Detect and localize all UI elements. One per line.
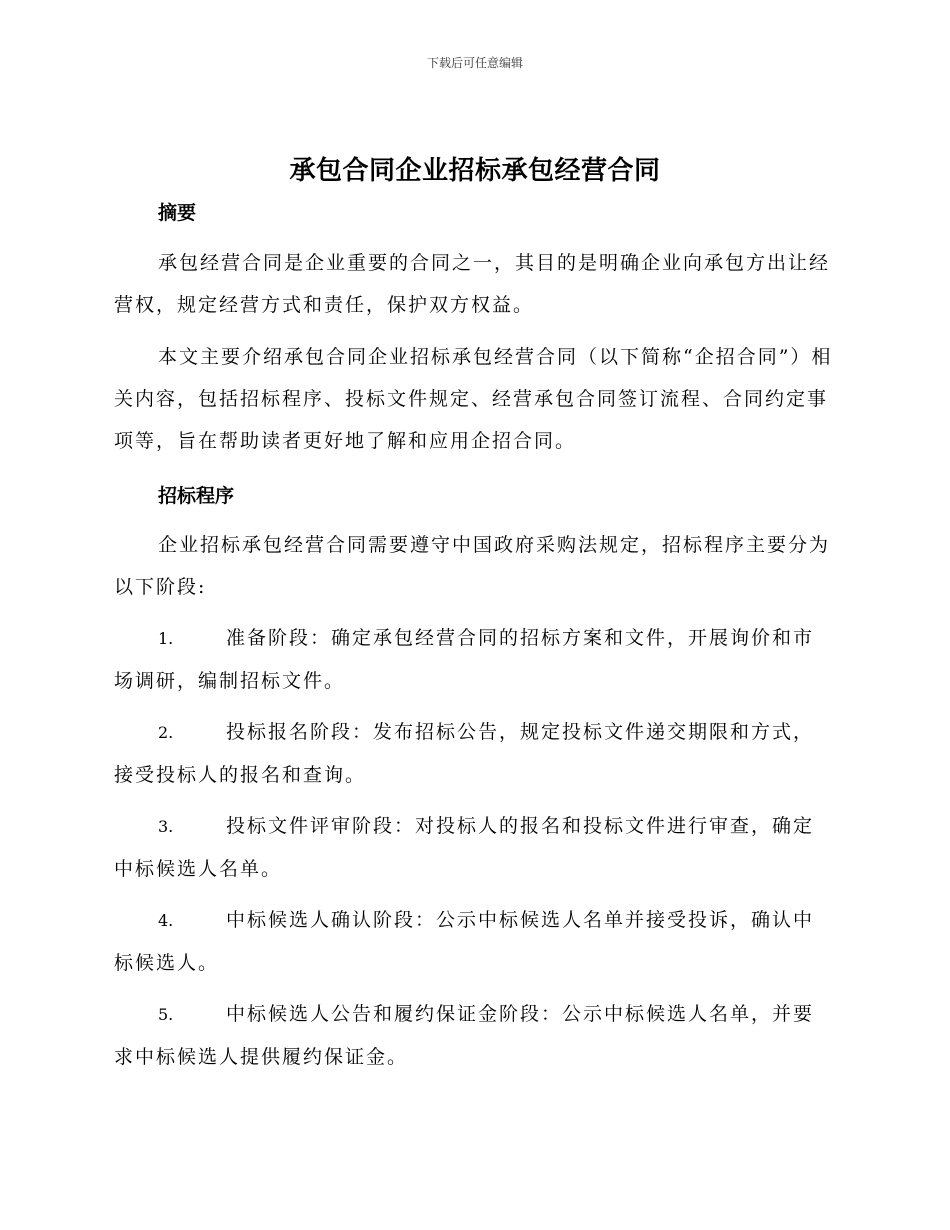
list-item-text: 中标候选人确认阶段：公示中标候选人名单并接受投诉，确认中标候选人。 xyxy=(114,909,815,974)
list-item-text: 准备阶段：确定承包经营合同的招标方案和文件，开展询价和市场调研，编制招标文件。 xyxy=(114,627,815,692)
list-item-number: 4. xyxy=(158,911,174,930)
procedure-intro: 企业招标承包经营合同需要遵守中国政府采购法规定，招标程序主要分为以下阶段: xyxy=(114,534,831,598)
page-header: 下载后可任意编辑 xyxy=(426,56,523,70)
list-item-text: 投标报名阶段：发布招标公告，规定投标文件递交期限和方式，接受投标人的报名和查询。 xyxy=(114,721,815,786)
list-item xyxy=(114,711,834,796)
list-item-number: 5. xyxy=(158,1005,174,1024)
list-item xyxy=(114,805,834,890)
list-item xyxy=(114,993,834,1078)
document-title: 承包合同企业招标承包经营合同 xyxy=(289,156,661,186)
list-item-text: 投标文件评审阶段：对投标人的报名和投标文件进行审查，确定中标候选人名单。 xyxy=(114,815,815,880)
list-item-text: 中标候选人公告和履约保证金阶段：公示中标候选人名单，并要求中标候选人提供履约保证金。 xyxy=(114,1003,815,1068)
list-item-number: 1. xyxy=(158,629,174,648)
list-item xyxy=(114,617,834,702)
abstract-heading: 摘要 xyxy=(158,202,197,224)
list-item xyxy=(114,899,834,984)
list-item-number: 3. xyxy=(158,817,174,836)
abstract-paragraph-2: 本文主要介绍承包合同企业招标承包经营合同（以下简称“企招合同”）相关内容，包括招标程序、投标文件规定、经营承包合同签订流程、合同约定事项等，旨在帮助读者更好地了解和应用企招合同。 xyxy=(114,346,833,452)
list-item-number: 2. xyxy=(158,723,174,742)
abstract-paragraph-1: 承包经营合同是企业重要的合同之一，其目的是明确企业向承包方出让经营权，规定经营方式和责任，保护双方权益。 xyxy=(114,252,831,316)
procedure-heading: 招标程序 xyxy=(158,485,235,507)
